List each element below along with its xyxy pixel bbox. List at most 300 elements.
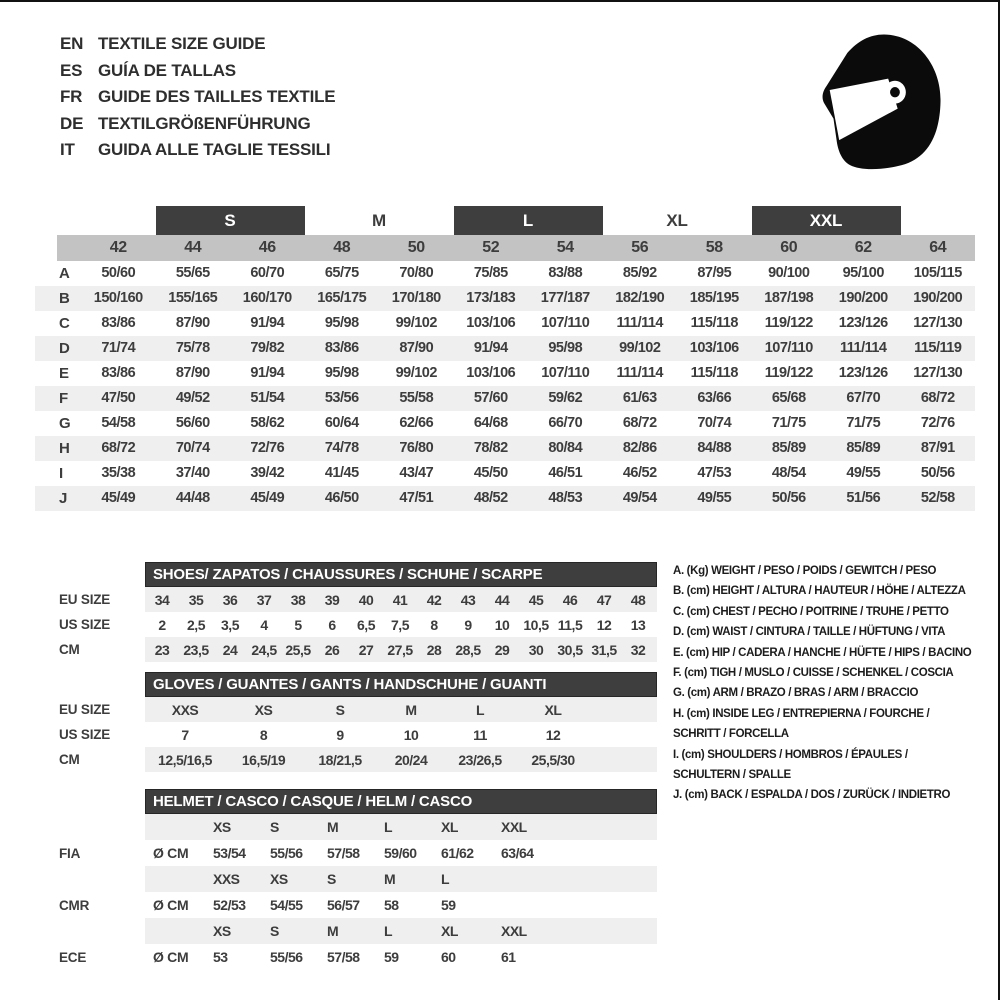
size-header-row	[35, 235, 975, 261]
measurement-cell: 115/118	[690, 365, 738, 381]
shoes-cell: 37	[256, 591, 272, 608]
size-header-cell: 42	[109, 239, 127, 256]
helmet-data-row	[55, 840, 660, 866]
standard-label: CMR	[59, 897, 90, 913]
measurement-cell: 111/114	[616, 365, 663, 381]
helmet-sizes-row	[55, 814, 660, 840]
measurement-cell: 63/66	[697, 390, 732, 406]
gloves-cell: S	[335, 701, 345, 718]
helmet-value-cell: 58	[384, 897, 399, 913]
measurement-cell: 190/200	[913, 290, 963, 306]
helmet-value-cell: 61	[501, 949, 516, 965]
shoes-cell: 47	[596, 591, 612, 608]
shoes-cell: 28,5	[455, 641, 481, 658]
helmet-data-values	[145, 892, 657, 918]
shoes-cell: 30,5	[557, 641, 583, 658]
language-title: TEXTILGRÖßENFÜHRUNG	[98, 113, 311, 133]
measurement-cell: 115/118	[690, 315, 738, 331]
shoes-cell: 43	[460, 591, 476, 608]
measurement-cell: 95/98	[548, 340, 583, 356]
helmet-value-cell: 59/60	[384, 845, 417, 861]
language-title: GUIDA ALLE TAGLIE TESSILI	[98, 140, 331, 159]
shoes-cell: 41	[392, 591, 408, 608]
helmet-size-table	[55, 789, 660, 970]
measurement-cell: 123/126	[838, 315, 888, 331]
measurement-cell: 87/95	[697, 265, 732, 281]
helmet-size-cell: M	[327, 819, 339, 835]
measurement-cell: 95/98	[324, 365, 359, 381]
gloves-row-values	[145, 722, 657, 747]
measurement-cell: 64/68	[473, 415, 508, 431]
language-code: DE	[60, 113, 84, 133]
legend-item: H. (cm) INSIDE LEG / ENTREPIERNA / FOURCHE / SCHRITT / FORCELLA	[673, 707, 930, 741]
size-band-m: M	[372, 210, 386, 230]
helmet-size-cell: XXS	[213, 871, 240, 887]
gloves-cell: 11	[473, 726, 487, 743]
measurement-cell: 43/47	[399, 465, 434, 481]
size-band-s: S	[156, 206, 305, 235]
row-letter: A	[59, 265, 70, 282]
size-header-cell: 58	[705, 239, 723, 256]
measurement-cell: 119/122	[764, 315, 813, 331]
language-title: TEXTILE SIZE GUIDE	[98, 34, 266, 53]
shoes-cell: 13	[630, 616, 646, 633]
gloves-cell: 10	[403, 726, 419, 743]
helmet-size-cell: L	[441, 871, 450, 887]
shoes-cell: 23	[154, 641, 170, 658]
helmet-value-cell: 53/54	[213, 845, 246, 861]
measurement-cell: 111/114	[616, 315, 663, 331]
helmet-data-row	[55, 944, 660, 970]
corner-spacer	[35, 235, 81, 261]
helmet-size-cell: S	[270, 923, 279, 939]
helmet-value-cell: 54/55	[270, 897, 303, 913]
row-label: EU SIZE	[59, 592, 111, 607]
shoes-cell: 7,5	[391, 616, 409, 633]
shoes-row	[55, 637, 660, 662]
measurement-cell: 82/86	[622, 440, 657, 456]
shoes-cell: 45	[528, 591, 544, 608]
measurement-cell: 68/72	[622, 415, 657, 431]
row-letter: G	[59, 415, 71, 432]
shoes-cell: 24,5	[251, 641, 277, 658]
language-code: ES	[60, 60, 83, 80]
helmet-size-cell: XL	[441, 819, 458, 835]
measurement-cell: 46/52	[622, 465, 657, 481]
shoes-cell: 2,5	[187, 616, 205, 633]
row-label: US SIZE	[59, 727, 111, 742]
measurement-cell: 61/63	[622, 390, 657, 406]
helmet-size-cell: XS	[213, 923, 231, 939]
helmet-sizes-row	[55, 918, 660, 944]
language-row	[60, 137, 335, 164]
measurement-cell: 85/89	[771, 440, 806, 456]
shoes-cell: 6	[328, 616, 336, 633]
language-title: GUÍA DE TALLAS	[98, 60, 236, 80]
measurement-cell: 65/75	[324, 265, 359, 281]
size-header-cell: 56	[631, 239, 649, 256]
measurement-cell: 71/75	[846, 415, 881, 431]
row-letter: E	[59, 365, 70, 382]
shoes-cell: 35	[188, 591, 204, 608]
helmet-value-cell: 55/56	[270, 949, 303, 965]
helmet-standard-section	[55, 918, 660, 970]
language-code: EN	[60, 34, 84, 53]
measurement-cell: 91/94	[473, 340, 508, 356]
shoes-cell: 27,5	[387, 641, 413, 658]
shoes-cell: 39	[324, 591, 340, 608]
measurement-cell: 71/74	[101, 340, 136, 356]
shoes-cell: 10,5	[523, 616, 549, 633]
gloves-cell: XL	[544, 701, 562, 718]
measurement-cell: 49/55	[697, 490, 732, 506]
measurement-cell: 49/55	[846, 465, 881, 481]
measurement-cell: 45/49	[250, 490, 285, 506]
language-row	[60, 58, 335, 85]
language-row	[60, 84, 335, 111]
size-header-cell: 60	[780, 239, 798, 256]
helmet-table-title: HELMET / CASCO / CASQUE / HELM / CASCO	[145, 789, 657, 814]
legend-item: B. (cm) HEIGHT / ALTURA / HAUTEUR / HÖHE / ALTEZZA	[673, 585, 966, 598]
measurement-cell: 91/94	[250, 365, 285, 381]
legend-item: I. (cm) SHOULDERS / HOMBROS / ÉPAULES / SCHULTERN / SPALLE	[673, 748, 908, 782]
measurement-cell: 46/51	[548, 465, 583, 481]
shoes-cell: 9	[464, 616, 472, 633]
measurement-row	[35, 486, 975, 511]
measurement-cell: 60/64	[324, 415, 359, 431]
size-band-l: L	[454, 206, 603, 235]
gloves-cell: 16,5/19	[241, 751, 286, 768]
measurement-cell: 59/62	[548, 390, 583, 406]
measurement-cell: 54/58	[101, 415, 136, 431]
shoes-cell: 5	[294, 616, 302, 633]
shoes-cell: 26	[324, 641, 340, 658]
measurement-cell: 95/100	[842, 265, 884, 281]
gloves-row-values	[145, 697, 657, 722]
measurement-cell: 84/88	[697, 440, 732, 456]
measurement-cell: 62/66	[399, 415, 434, 431]
legend-item: A. (Kg) WEIGHT / PESO / POIDS / GEWITCH / PESO	[673, 565, 937, 577]
measurement-cell: 182/190	[615, 290, 665, 306]
measurement-cell: 37/40	[175, 465, 210, 481]
measurement-cell: 74/78	[324, 440, 359, 456]
measurement-cell: 70/74	[175, 440, 210, 456]
shoes-cell: 24	[222, 641, 238, 658]
measurement-cell: 190/200	[838, 290, 888, 306]
shoes-cell: 36	[222, 591, 238, 608]
measurement-cell: 75/85	[473, 265, 508, 281]
measurement-cell: 52/58	[920, 490, 955, 506]
measurement-cell: 50/60	[101, 265, 136, 281]
measurement-cell: 85/89	[846, 440, 881, 456]
helmet-value-cell: 53	[213, 949, 228, 965]
language-row	[60, 31, 335, 58]
measurement-cell: 56/60	[175, 415, 210, 431]
page-border-top	[0, 0, 1000, 2]
measurement-cell: 48/53	[548, 490, 583, 506]
shoes-cell: 44	[494, 591, 510, 608]
measurement-cell: 35/38	[101, 465, 136, 481]
measurement-row	[35, 436, 975, 461]
size-band-xxl: XXL	[752, 206, 901, 235]
helmet-size-cell: L	[384, 819, 393, 835]
shoes-row-values	[145, 587, 657, 612]
helmet-size-cell: XL	[441, 923, 458, 939]
measurement-cell: 51/56	[846, 490, 881, 506]
measurement-cell: 70/80	[399, 265, 434, 281]
measurement-cell: 127/130	[913, 365, 963, 381]
shoes-cell: 28	[426, 641, 442, 658]
shoes-cell: 11,5	[557, 616, 583, 633]
measurement-cell: 55/58	[399, 390, 434, 406]
measurement-cell: 55/65	[175, 265, 210, 281]
measurement-row	[35, 336, 975, 361]
row-letter: J	[59, 490, 68, 507]
shoes-cell: 27	[358, 641, 374, 658]
measurement-cell: 107/110	[764, 340, 813, 356]
measurement-cell: 48/52	[473, 490, 508, 506]
measurement-cell: 48/54	[771, 465, 806, 481]
clothing-size-table	[35, 206, 975, 511]
size-header-cell: 44	[184, 239, 202, 256]
gloves-row	[55, 747, 660, 772]
measurement-cell: 99/102	[395, 315, 437, 331]
shoes-row	[55, 587, 660, 612]
shoes-cell: 46	[562, 591, 578, 608]
measurement-cell: 170/180	[391, 290, 441, 306]
gloves-cell: 9	[336, 726, 344, 743]
measurement-cell: 72/76	[920, 415, 955, 431]
row-letter: I	[59, 465, 64, 482]
measurement-cell: 53/56	[324, 390, 359, 406]
unit-label: Ø CM	[153, 845, 189, 861]
shoes-cell: 34	[154, 591, 170, 608]
row-label: CM	[59, 752, 80, 767]
helmet-sizes-values	[145, 814, 657, 840]
measurement-cell: 67/70	[846, 390, 881, 406]
helmet-size-cell: XS	[213, 819, 231, 835]
measurement-row	[35, 286, 975, 311]
size-header-cell: 62	[854, 239, 872, 256]
measurement-cell: 60/70	[250, 265, 285, 281]
gloves-cell: 20/24	[394, 751, 428, 768]
measurement-cell: 87/91	[920, 440, 955, 456]
measurement-cell: 50/56	[771, 490, 806, 506]
shoes-cell: 2	[158, 616, 166, 633]
gloves-cell: 8	[259, 726, 268, 743]
measurement-cell: 47/51	[399, 490, 434, 506]
standard-label: FIA	[59, 845, 81, 861]
row-label: CM	[59, 642, 80, 657]
legend-item: J. (cm) BACK / ESPALDA / DOS / ZURÜCK / INDIETRO	[673, 789, 951, 802]
measurement-cell: 95/98	[324, 315, 359, 331]
measurement-cell: 187/198	[764, 290, 814, 306]
language-code: IT	[60, 140, 75, 159]
measurement-cell: 91/94	[250, 315, 285, 331]
size-header-cell: 50	[407, 239, 425, 256]
measurement-cell: 185/195	[689, 290, 739, 306]
measurement-cell: 70/74	[697, 415, 732, 431]
legend-item: E. (cm) HIP / CADERA / HANCHE / HÜFTE / HIPS / BACINO	[673, 646, 972, 659]
measurement-cell: 80/84	[548, 440, 583, 456]
helmet-value-cell: 59	[441, 897, 456, 913]
measurement-cell: 107/110	[541, 365, 590, 381]
shoes-cell: 38	[290, 591, 306, 608]
gloves-size-table	[55, 672, 660, 772]
gloves-cell: XS	[254, 701, 273, 718]
helmet-data-values	[145, 944, 657, 970]
measurement-cell: 155/165	[168, 290, 218, 306]
shoes-cell: 3,5	[221, 616, 239, 633]
measurement-cell: 127/130	[913, 315, 963, 331]
row-label: US SIZE	[59, 617, 111, 632]
measurement-cell: 177/187	[540, 290, 590, 306]
measurement-row	[35, 261, 975, 286]
measurement-row	[35, 361, 975, 386]
measurement-cell: 123/126	[838, 365, 888, 381]
helmet-sizes-row	[55, 866, 660, 892]
gloves-cell: 12,5/16,5	[158, 751, 212, 768]
measurement-cell: 85/92	[622, 265, 657, 281]
language-title-list	[60, 31, 335, 164]
measurement-cell: 105/115	[913, 265, 962, 281]
measurement-row	[35, 311, 975, 336]
helmet-data-row	[55, 892, 660, 918]
helmet-standard-section	[55, 866, 660, 918]
helmet-sizes-values	[145, 866, 657, 892]
helmet-size-cell: S	[327, 871, 336, 887]
shoes-cell: 23,5	[183, 641, 209, 658]
helmet-value-cell: 56/57	[327, 897, 360, 913]
language-code: FR	[60, 87, 83, 106]
measurement-legend	[673, 561, 973, 806]
shoes-cell: 40	[358, 591, 374, 608]
size-header-cell: 64	[929, 239, 947, 256]
measurement-cell: 49/52	[175, 390, 210, 406]
measurement-cell: 90/100	[768, 265, 810, 281]
measurement-cell: 87/90	[175, 315, 210, 331]
measurement-row	[35, 411, 975, 436]
helmet-data-values	[145, 840, 657, 866]
gloves-cell: 25,5/30	[531, 751, 575, 768]
measurement-row	[35, 461, 975, 486]
shoes-cell: 8	[430, 616, 438, 633]
helmet-value-cell: 61/62	[441, 845, 474, 861]
size-header-cell: 46	[258, 239, 276, 256]
helmet-size-cell: L	[384, 923, 393, 939]
measurement-cell: 78/82	[473, 440, 508, 456]
measurement-cell: 44/48	[175, 490, 210, 506]
measurement-cell: 83/86	[324, 340, 359, 356]
shoes-cell: 30	[528, 641, 544, 658]
size-header-cell: 54	[556, 239, 574, 256]
measurement-cell: 46/50	[324, 490, 359, 506]
measurement-cell: 47/50	[101, 390, 136, 406]
shoes-cell: 10	[494, 616, 510, 633]
measurement-cell: 103/106	[466, 365, 516, 381]
shoes-cell: 25,5	[285, 641, 311, 658]
measurement-cell: 87/90	[175, 365, 210, 381]
measurement-cell: 72/76	[250, 440, 285, 456]
measurement-cell: 76/80	[399, 440, 434, 456]
row-letter: D	[59, 340, 70, 357]
row-label: EU SIZE	[59, 702, 111, 717]
measurement-cell: 66/70	[548, 415, 583, 431]
measurement-cell: 45/49	[101, 490, 136, 506]
measurement-cell: 65/68	[771, 390, 806, 406]
row-letter: B	[59, 290, 70, 307]
gloves-cell: 23/26,5	[458, 751, 502, 768]
shoes-row-values	[145, 637, 657, 662]
measurement-cell: 83/86	[101, 365, 136, 381]
helmet-size-cell: XXL	[501, 923, 527, 939]
measurement-cell: 75/78	[175, 340, 210, 356]
gloves-cell: XXS	[171, 701, 199, 718]
helmet-value-cell: 52/53	[213, 897, 246, 913]
measurement-cell: 39/42	[250, 465, 285, 481]
measurement-cell: 51/54	[250, 390, 285, 406]
measurement-cell: 103/106	[689, 340, 739, 356]
helmet-value-cell: 55/56	[270, 845, 303, 861]
measurement-cell: 68/72	[101, 440, 136, 456]
language-title: GUIDE DES TAILLES TEXTILE	[98, 87, 336, 106]
gloves-row-values	[145, 747, 657, 772]
helmet-value-cell: 63/64	[501, 845, 534, 861]
standard-label: ECE	[59, 949, 87, 965]
measurement-cell: 160/170	[242, 290, 292, 306]
shoes-size-table	[55, 562, 660, 662]
legend-item: F. (cm) TIGH / MUSLO / CUISSE / SCHENKEL / COSCIA	[673, 667, 954, 680]
measurement-cell: 111/114	[839, 340, 887, 356]
size-band-xl: XL	[666, 210, 688, 230]
unit-label: Ø CM	[153, 949, 189, 965]
measurement-row	[35, 386, 975, 411]
gloves-row	[55, 697, 660, 722]
measurement-cell: 99/102	[619, 340, 661, 356]
helmet-icon	[812, 30, 948, 173]
gloves-cell: L	[475, 701, 485, 718]
language-row	[60, 111, 335, 138]
shoes-cell: 32	[630, 641, 646, 658]
measurement-cell: 150/160	[93, 290, 143, 306]
measurement-cell: 115/119	[914, 340, 962, 356]
visor-pivot-dot	[890, 87, 900, 97]
shoes-cell: 12	[596, 616, 612, 633]
gloves-cell: 18/21,5	[318, 751, 362, 768]
measurement-cell: 79/82	[250, 340, 285, 356]
measurement-cell: 71/75	[771, 415, 806, 431]
measurement-cell: 58/62	[250, 415, 285, 431]
measurement-cell: 107/110	[541, 315, 590, 331]
gloves-cell: 7	[181, 726, 189, 743]
shoes-cell: 29	[494, 641, 510, 658]
legend-item: G. (cm) ARM / BRAZO / BRAS / ARM / BRACCIO	[673, 687, 919, 700]
helmet-size-cell: M	[384, 871, 396, 887]
shoes-table-title: SHOES/ ZAPATOS / CHAUSSURES / SCHUHE / SCARPE	[145, 562, 657, 587]
measurement-cell: 68/72	[920, 390, 955, 406]
shoes-cell: 31,5	[591, 641, 617, 658]
measurement-cell: 165/175	[317, 290, 367, 306]
helmet-size-cell: XXL	[501, 819, 527, 835]
unit-label: Ø CM	[153, 897, 189, 913]
size-header-cell: 48	[333, 239, 351, 256]
measurement-cell: 173/183	[466, 290, 516, 306]
helmet-sizes-values	[145, 918, 657, 944]
row-letter: H	[59, 440, 70, 457]
row-letter: F	[59, 390, 69, 407]
helmet-value-cell: 60	[441, 949, 456, 965]
measurement-cell: 87/90	[399, 340, 434, 356]
